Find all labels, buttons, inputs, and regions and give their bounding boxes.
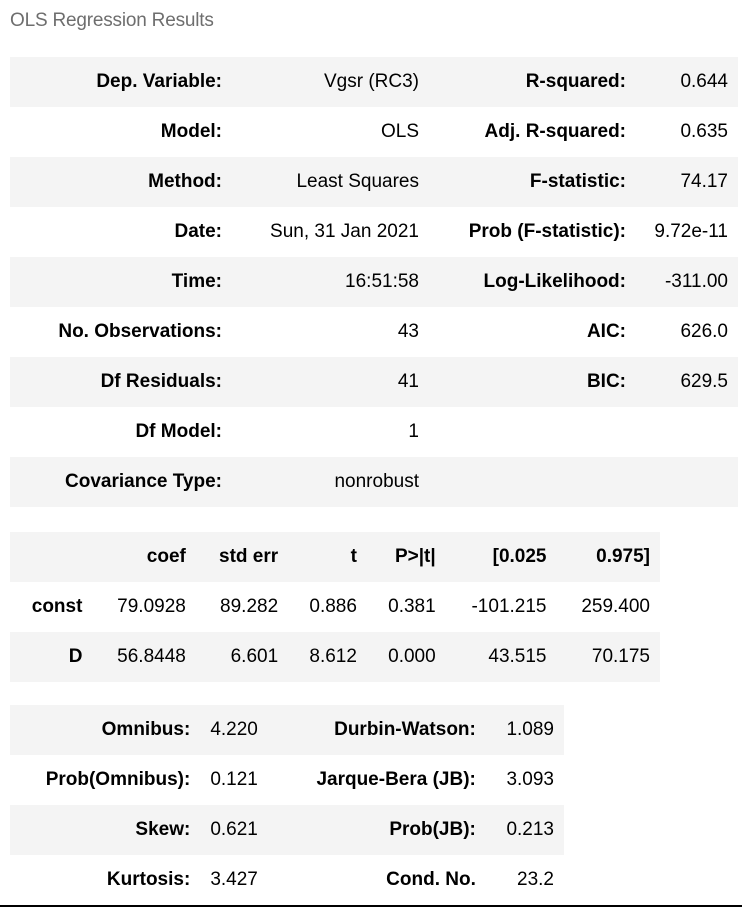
stat-value: 1.089 [506, 719, 554, 740]
table-row [10, 705, 564, 755]
coef-value: 56.8448 [117, 646, 186, 667]
stat-value: 23.2 [517, 869, 554, 890]
stat-label: Cond. No. [386, 869, 476, 890]
stat-label: Adj. R-squared: [484, 121, 626, 142]
stat-label [419, 407, 626, 457]
table-row [10, 632, 660, 682]
stat-label: Time: [171, 271, 222, 292]
table-row [10, 582, 660, 632]
column-header: std err [219, 546, 279, 567]
std-err-value: 89.282 [220, 596, 279, 617]
variable-name: D [68, 646, 83, 667]
stat-value: 0.213 [506, 819, 554, 840]
ci-low-value: 43.515 [488, 646, 547, 667]
stat-label: Dep. Variable: [96, 71, 222, 92]
std-err-value: 6.601 [230, 646, 279, 667]
variable-name: const [31, 596, 83, 617]
column-header: coef [146, 546, 186, 567]
stat-value: 4.220 [210, 719, 258, 740]
ci-low-value: -101.215 [471, 596, 547, 617]
stat-value [626, 457, 738, 507]
stat-value: nonrobust [334, 471, 419, 492]
stat-value: -311.00 [664, 271, 728, 292]
column-header [10, 532, 92, 582]
ci-high-value: 259.400 [581, 596, 650, 617]
stat-label: Prob(Omnibus): [45, 769, 191, 790]
stat-label: Df Model: [135, 421, 222, 442]
stat-label: No. Observations: [58, 321, 222, 342]
table-caption: OLS Regression Results [10, 10, 214, 31]
stat-value: 16:51:58 [345, 271, 419, 292]
table-row [10, 307, 738, 357]
stat-label: BIC: [586, 371, 626, 392]
t-value: 0.886 [309, 596, 357, 617]
table-row [10, 855, 564, 905]
table-row [10, 107, 738, 157]
table-row [10, 805, 564, 855]
table-row [10, 407, 738, 457]
stat-label: AIC: [586, 321, 626, 342]
column-header: 0.975] [596, 546, 650, 567]
stat-value: 0.644 [680, 71, 728, 92]
stat-label: Date: [174, 221, 222, 242]
table-row [10, 207, 738, 257]
table-row [10, 257, 738, 307]
table-header-row [10, 532, 660, 582]
stat-value: 0.121 [210, 769, 258, 790]
stat-label: Skew: [135, 819, 191, 840]
table-row [10, 457, 738, 507]
stat-label: Omnibus: [101, 719, 191, 740]
stat-label: Prob (F-statistic): [468, 221, 626, 242]
stat-label: Df Residuals: [100, 371, 222, 392]
stat-label: Method: [148, 171, 222, 192]
stat-value: Least Squares [296, 171, 419, 192]
table-row [10, 357, 738, 407]
stat-value [626, 407, 738, 457]
stat-value: OLS [380, 121, 419, 142]
stat-value: 0.635 [680, 121, 728, 142]
stat-label: Model: [160, 121, 222, 142]
stat-value: 3.427 [210, 869, 258, 890]
column-header: t [350, 546, 357, 567]
stat-value: 41 [397, 371, 419, 392]
stat-value: 629.5 [680, 371, 728, 392]
coef-value: 79.0928 [117, 596, 186, 617]
stat-label: Log-Likelihood: [483, 271, 626, 292]
stat-value: Vgsr (RC3) [323, 71, 419, 92]
stat-value: 0.621 [210, 819, 258, 840]
stat-value: 3.093 [506, 769, 554, 790]
table-row [10, 57, 738, 107]
ci-high-value: 70.175 [591, 646, 650, 667]
diagnostics-table [10, 705, 564, 905]
coefficients-table [10, 532, 660, 682]
stat-label: Durbin-Watson: [334, 719, 476, 740]
table-row [10, 157, 738, 207]
stat-value: 1 [408, 421, 419, 442]
stat-value: 9.72e-11 [654, 221, 728, 242]
stat-label: F-statistic: [529, 171, 626, 192]
stat-value: Sun, 31 Jan 2021 [270, 221, 419, 242]
column-header: [0.025 [492, 546, 547, 567]
column-header: P>|t| [394, 546, 436, 567]
stat-label: Kurtosis: [106, 869, 191, 890]
stat-value: 43 [397, 321, 419, 342]
model-summary-table [10, 57, 738, 507]
p-value: 0.000 [388, 646, 436, 667]
t-value: 8.612 [309, 646, 357, 667]
stat-label: Prob(JB): [389, 819, 476, 840]
stat-label [419, 457, 626, 507]
stat-value: 74.17 [680, 171, 728, 192]
p-value: 0.381 [388, 596, 436, 617]
stat-label: Covariance Type: [65, 471, 222, 492]
table-row [10, 755, 564, 805]
bottom-divider [0, 905, 742, 907]
stat-label: R-squared: [525, 71, 626, 92]
stat-label: Jarque-Bera (JB): [316, 769, 476, 790]
stat-value: 626.0 [680, 321, 728, 342]
